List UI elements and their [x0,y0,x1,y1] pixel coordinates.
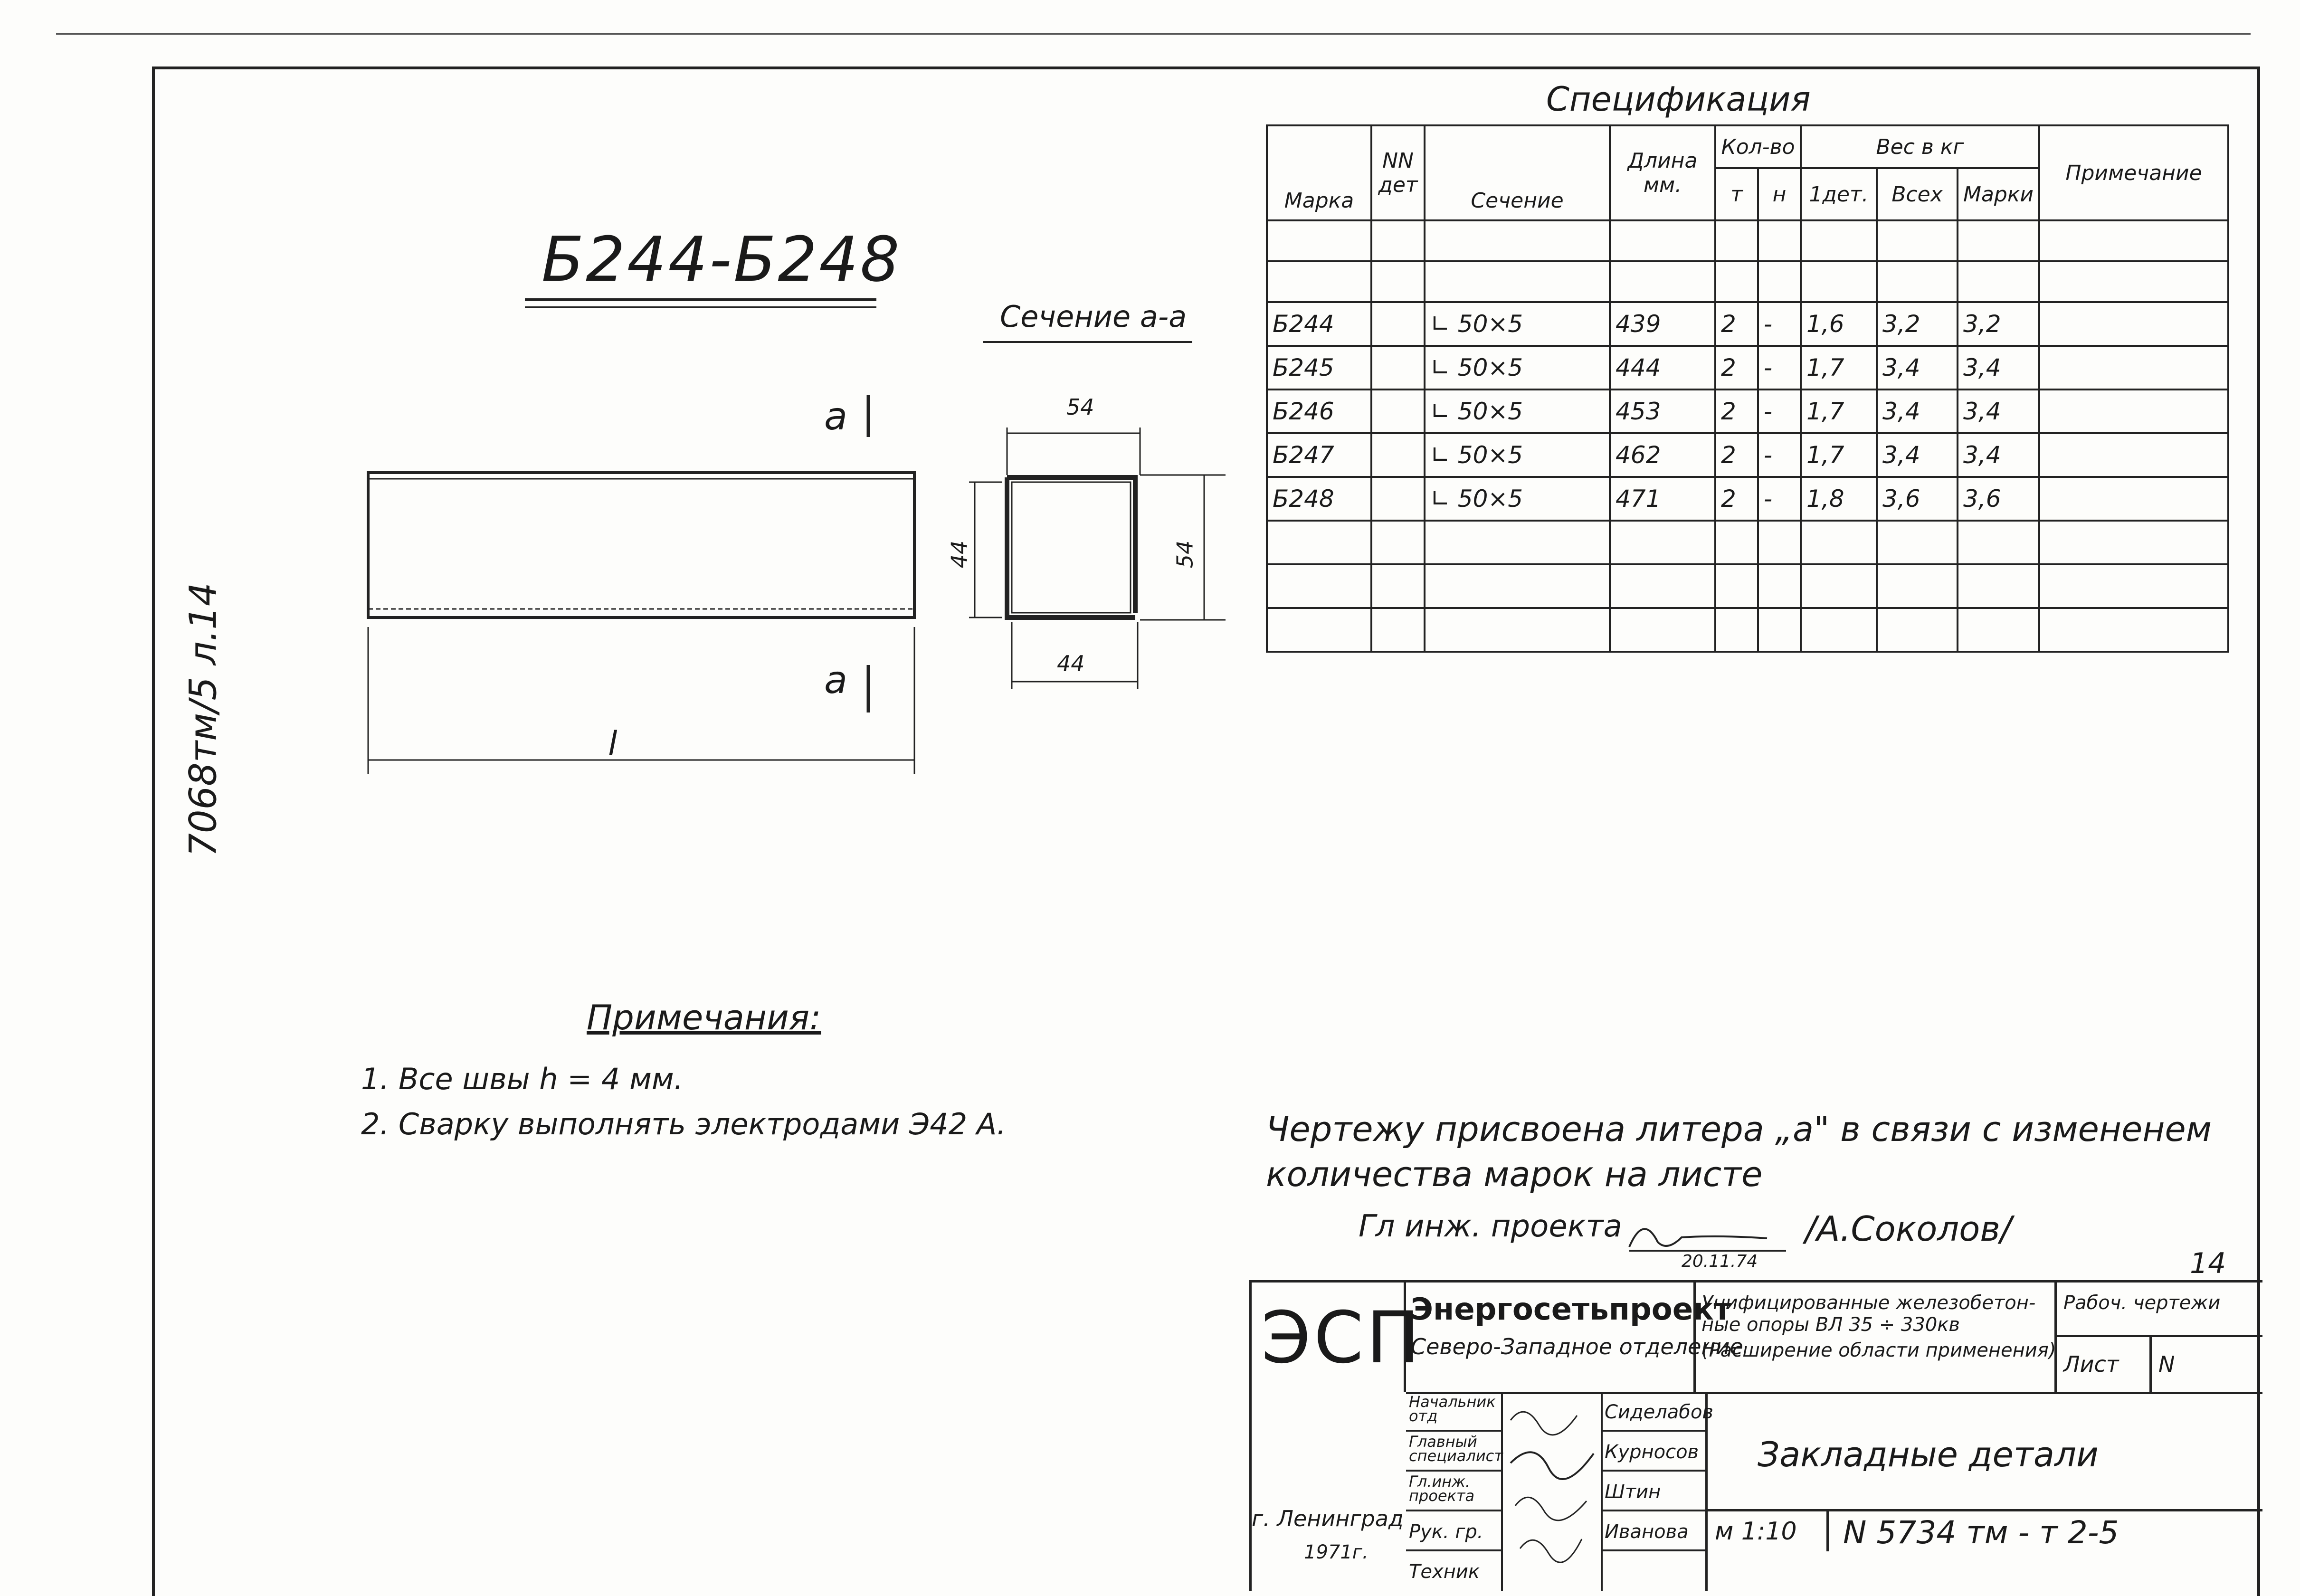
role-1: Начальник отд [1406,1392,1501,1432]
doc-number: N 5734 тм - т 2-5 [1843,1514,2119,1551]
name-2: Курносов [1601,1432,1705,1472]
org-branch: Северо-Западное отделение [1411,1334,1743,1359]
revision-line-2: количества марок на листе [1266,1154,1763,1194]
cell-length: 471 [1610,477,1715,521]
section-marker-bottom: а [824,658,848,702]
org-name: Энергосетьпроект [1411,1292,1731,1327]
year: 1971г. [1304,1541,1369,1563]
table-row [1267,302,2228,346]
section-marker-top: а [824,394,848,438]
hdr-w-one: 1дет. [1801,168,1877,220]
role-5: Техник [1409,1561,1480,1583]
project-cell [1696,1282,2057,1392]
name-1: Сиделабов [1601,1392,1705,1432]
title-block [1249,1280,2262,1591]
note-2: 2. Сварку выполнять электродами Э42 А. [361,1107,1006,1141]
cell-w1: 1,7 [1801,433,1877,477]
name-3: Штин [1601,1472,1705,1511]
city: г. Ленинград [1252,1506,1404,1531]
cell-section: ∟ 50×5 [1425,433,1610,477]
cell-wmark: 3,4 [1958,346,2039,390]
cell-n: - [1758,477,1801,521]
cell-wall: 3,4 [1877,390,1958,433]
hdr-section: Сечение [1425,125,1610,220]
table-row [1267,477,2228,521]
cell-t: 2 [1715,433,1758,477]
cell-w1: 1,8 [1801,477,1877,521]
sign-name: /А.Соколов/ [1805,1209,2012,1249]
top-border-line [56,33,2251,35]
cell-wall: 3,4 [1877,346,1958,390]
name-4: Иванова [1601,1511,1705,1551]
table-row-empty [1267,261,2228,302]
cell-mark: Б248 [1267,477,1371,521]
hdr-qty: Кол-во [1715,125,1801,168]
cell-mark: Б247 [1267,433,1371,477]
cell-wall: 3,6 [1877,477,1958,521]
cell-wmark: 3,2 [1958,302,2039,346]
spec-table [1266,124,2229,653]
hdr-w-all: Всех [1877,168,1958,220]
sign-role: Гл инж. проекта [1359,1209,1622,1244]
table-row [1267,346,2228,390]
cell-length: 444 [1610,346,1715,390]
sign-date: 20.11.74 [1682,1252,1758,1271]
role-4: Рук. гр. [1406,1511,1501,1551]
cell-length: 462 [1610,433,1715,477]
revision-line-1: Чертежу присвоена литера „а" в связи с измененем [1266,1109,2212,1149]
dim-right: 54 [1172,540,1198,569]
role-3: Гл.инж. проекта [1406,1472,1501,1511]
hdr-length [1610,125,1715,220]
page-number: 14 [2190,1247,2226,1280]
table-row-empty [1267,521,2228,564]
section-profile [1007,477,1135,618]
table-row-empty [1267,220,2228,261]
cell-length: 453 [1610,390,1715,433]
cell-n: - [1758,390,1801,433]
hdr-nn [1371,125,1425,220]
cell-w1: 1,6 [1801,302,1877,346]
section-title-underline [983,341,1192,343]
logo-cell [1252,1282,1423,1392]
title-underline-thin [525,306,876,308]
hdr-qty-t: т [1715,168,1758,220]
sheet-reference: 7068тм/5 л.14 [182,582,225,857]
note-1: 1. Все швы h = 4 мм. [361,1062,684,1096]
cell-w1: 1,7 [1801,346,1877,390]
cell-t: 2 [1715,390,1758,433]
hdr-length-2: мм. [1643,173,1682,197]
cell-mark: Б244 [1267,302,1371,346]
project-line-1: Унифицированные железобетон- [1701,1292,2036,1314]
project-line-2: ные опоры ВЛ 35 ÷ 330кв [1701,1314,1960,1336]
roles-grid [1406,1392,1713,1591]
dim-top: 54 [1066,394,1094,420]
hdr-length-1: Длина [1627,149,1698,173]
cell-section: ∟ 50×5 [1425,390,1610,433]
length-label: l [608,724,618,763]
cell-n: - [1758,346,1801,390]
bar-elevation [368,473,914,618]
cell-wmark: 3,6 [1958,477,2039,521]
hdr-w-mark: Марки [1958,168,2039,220]
table-row-empty [1267,564,2228,608]
cell-section: ∟ 50×5 [1425,302,1610,346]
stage: Рабоч. чертежи [2057,1282,2262,1337]
table-row-empty [1267,608,2228,652]
sheet-label: Лист [2057,1337,2152,1392]
cell-section: ∟ 50×5 [1425,346,1610,390]
dim-bottom: 44 [1057,651,1085,676]
hdr-nn-2: дет [1378,173,1418,197]
section-title: Сечение а-а [1000,299,1187,334]
part-drawing [333,380,1283,855]
cell-wmark: 3,4 [1958,433,2039,477]
logo: ЭСП [1261,1297,1423,1379]
role-2: Главный специалист [1406,1432,1501,1472]
hdr-note: Примечание [2039,125,2228,220]
project-line-3: (Расширение области применения) [1701,1340,2056,1361]
spec-caption: Спецификация [1546,80,1811,119]
cell-length: 439 [1610,302,1715,346]
cell-mark: Б245 [1267,346,1371,390]
title-underline [525,298,876,301]
notes-title: Примечания: [587,998,821,1037]
signatures [1506,1396,1598,1586]
dim-left: 44 [946,540,972,569]
hdr-mark: Марка [1267,125,1371,220]
stamp-title: Закладные детали [1705,1392,2262,1511]
hdr-weight: Вес в кг [1801,125,2039,168]
sheet-no: N [2158,1351,2175,1377]
cell-wmark: 3,4 [1958,390,2039,433]
drawing-title: Б244-Б248 [542,223,902,295]
cell-t: 2 [1715,346,1758,390]
cell-n: - [1758,433,1801,477]
cell-t: 2 [1715,302,1758,346]
table-row [1267,433,2228,477]
cell-mark: Б246 [1267,390,1371,433]
cell-n: - [1758,302,1801,346]
scale: м 1:10 [1705,1511,1829,1551]
cell-wall: 3,2 [1877,302,1958,346]
table-row [1267,390,2228,433]
cell-wall: 3,4 [1877,433,1958,477]
hdr-nn-1: NN [1382,149,1414,173]
org-cell [1406,1282,1743,1392]
hdr-qty-n: н [1758,168,1801,220]
cell-section: ∟ 50×5 [1425,477,1610,521]
cell-t: 2 [1715,477,1758,521]
cell-w1: 1,7 [1801,390,1877,433]
